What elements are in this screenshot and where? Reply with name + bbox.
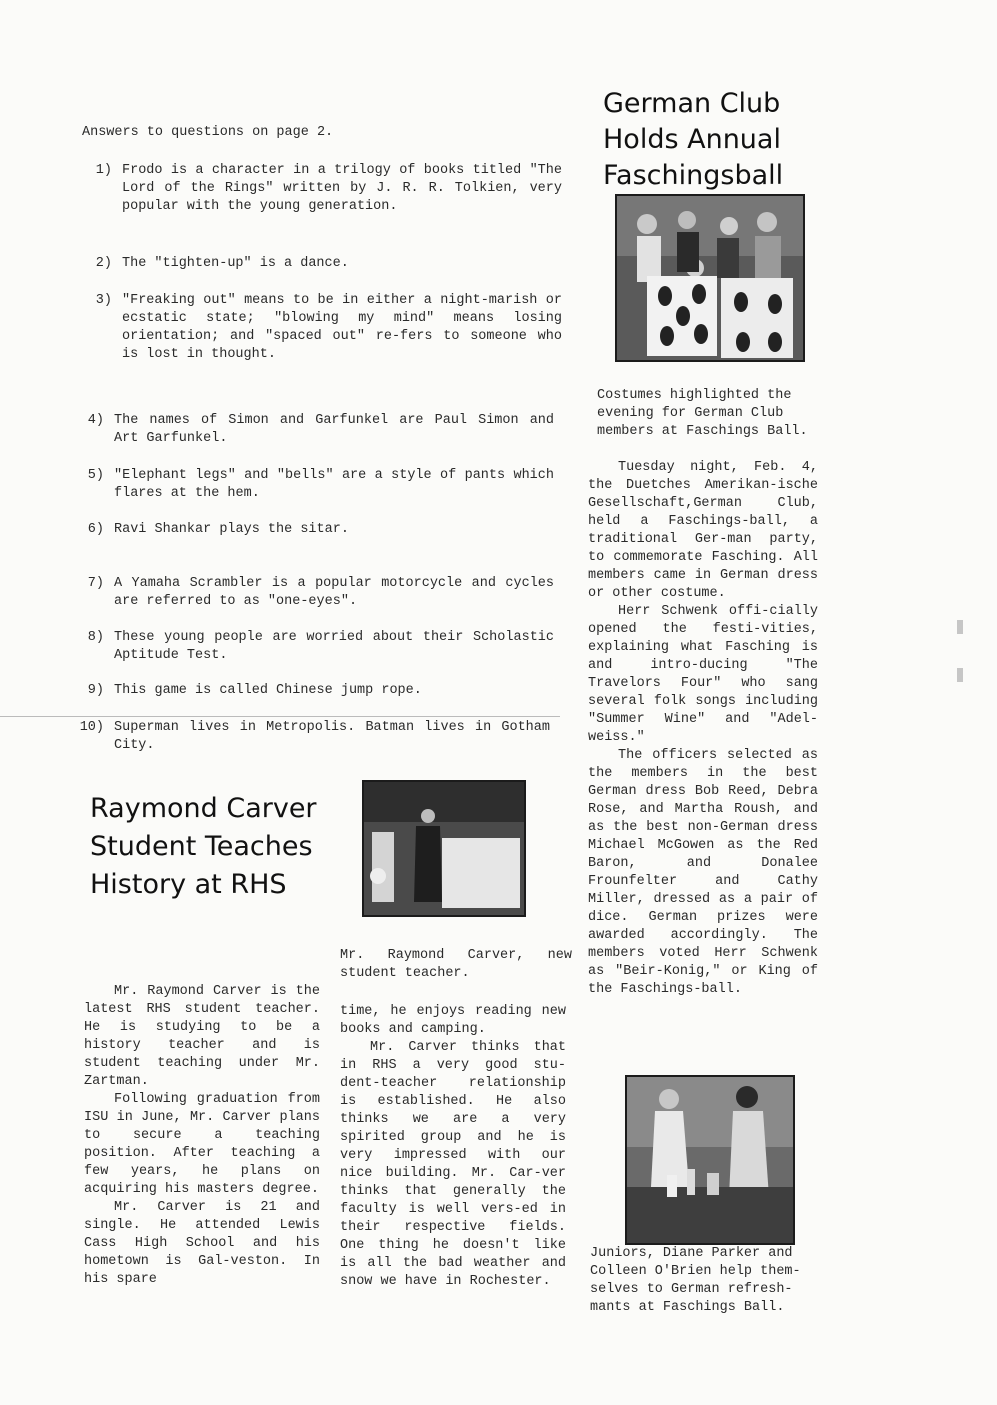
carver-photo <box>362 780 526 917</box>
carver-column-1 <box>84 983 320 1289</box>
paragraph: Mr. Carver is 21 and single. He attended Lewis Cass High School and his hometown is Gal-veston. In his spare <box>84 1200 320 1287</box>
headline-line: Raymond Carver <box>90 793 317 824</box>
answer-item <box>60 719 560 755</box>
answer-text: Superman lives in Metropolis. Batman lives in Gotham City. <box>114 720 550 753</box>
headline-line: History at RHS <box>90 869 287 900</box>
answer-item <box>66 521 566 539</box>
paragraph: The officers selected as the members in the best German dress Bob Reed, Debra Rose, and Martha Roush, and as the best non-German dress Michael McGowen as the Red Baron, and Donalee Frounfelter and Cathy Miller, dressed as a pair of dice. German prizes were awarded accordingly. The members voted Herr Schwenk as "Beir-Konig," or King of the Faschings-ball. <box>588 748 818 997</box>
answer-item <box>74 162 564 216</box>
costume-photo <box>615 194 805 362</box>
answer-item <box>66 467 566 503</box>
paragraph: Herr Schwenk offi-cially opened the festi-vities, explaining what Fasching is and intro-ducing "The Travelors Four" who sang several folk songs including "Summer Wine" and "Adel-weiss." <box>588 604 818 745</box>
answer-text: The names of Simon and Garfunkel are Paul Simon and Art Garfunkel. <box>114 413 554 446</box>
answer-number: 5) <box>87 468 104 483</box>
answer-text: "Freaking out" means to be in either a night-marish or ecstatic state; "blowing my mind" means losing orientation; and "spaced out" re-fers to someone who is lost in thought. <box>122 293 562 362</box>
answers-intro: Answers to questions on page 2. <box>82 125 334 140</box>
answer-text: A Yamaha Scrambler is a popular motorcycle and cycles are referred to as "one-eyes". <box>114 576 554 609</box>
carver-photo-image <box>364 782 524 915</box>
headline-line: German Club <box>603 88 781 119</box>
answer-number: 8) <box>87 630 104 645</box>
headline-line: Holds Annual <box>603 124 781 155</box>
answer-number: 1) <box>95 163 112 178</box>
paragraph: Mr. Carver thinks that in RHS a very good stu-dent-teacher relationship is established. He also thinks we are a very spirited group and he is very impressed with our nice building. Mr. Car-ver thinks that generally the faculty is well vers-ed in their respective fields. One thing he doesn't like is all the bad weather and snow we have in Rochester. <box>340 1040 566 1289</box>
answer-text: "Elephant legs" and "bells" are a style of pants which flares at the hem. <box>114 468 554 501</box>
german-body <box>588 459 818 999</box>
answer-item <box>66 575 566 611</box>
paragraph: Following graduation from ISU in June, Mr. Carver plans to secure a teaching position. After teaching a few years, he plans on acquiring his masters degree. <box>84 1092 320 1197</box>
refreshments-photo-caption: Juniors, Diane Parker and Colleen O'Brien help them-selves to German refresh-mants at Faschings Ball. <box>590 1246 801 1315</box>
answer-text: Ravi Shankar plays the sitar. <box>114 522 349 537</box>
answer-number: 2) <box>95 256 112 271</box>
margin-mark <box>957 668 963 682</box>
answer-number: 10) <box>79 720 104 735</box>
answer-number: 6) <box>87 522 104 537</box>
answer-text: This game is called Chinese jump rope. <box>114 683 422 698</box>
fold-line <box>0 716 560 717</box>
answer-text: Frodo is a character in a trilogy of books titled "The Lord of the Rings" written by J. R. R. Tolkien, very popular with the young generation. <box>122 163 562 214</box>
answer-item <box>66 629 566 665</box>
answer-item <box>74 255 564 273</box>
answer-number: 3) <box>95 293 112 308</box>
carver-photo-caption: Mr. Raymond Carver, new student teacher. <box>340 948 572 981</box>
answer-number: 7) <box>87 576 104 591</box>
paragraph: Tuesday night, Feb. 4, the Duetches Amerikan-ische Gesellschaft,German Club, held a Faschings-ball, a traditional Ger-man party, to commemorate Fasching. All members came in German dress or other costume. <box>588 460 818 601</box>
answer-item <box>66 412 566 448</box>
refreshments-photo <box>625 1075 795 1245</box>
headline-line: Faschingsball <box>603 160 784 191</box>
answer-number: 4) <box>87 413 104 428</box>
paragraph: Mr. Raymond Carver is the latest RHS student teacher. He is studying to be a history teacher and is student teaching under Mr. Zartman. <box>84 984 320 1089</box>
answer-item <box>74 292 564 364</box>
answer-number: 9) <box>87 683 104 698</box>
headline-line: Student Teaches <box>90 831 313 862</box>
answer-text: These young people are worried about their Scholastic Aptitude Test. <box>114 630 554 663</box>
paragraph: time, he enjoys reading new books and camping. <box>340 1004 566 1037</box>
costume-photo-caption: Costumes highlighted the evening for German Club members at Faschings Ball. <box>597 388 808 439</box>
answer-item <box>66 682 566 700</box>
carver-headline <box>90 790 317 904</box>
carver-column-2 <box>340 1003 566 1291</box>
german-headline <box>603 86 783 194</box>
answer-text: The "tighten-up" is a dance. <box>122 256 349 271</box>
refreshments-photo-image <box>627 1077 793 1243</box>
costume-photo-image <box>617 196 803 360</box>
bleed-through-text <box>860 90 868 122</box>
margin-mark <box>957 620 963 634</box>
